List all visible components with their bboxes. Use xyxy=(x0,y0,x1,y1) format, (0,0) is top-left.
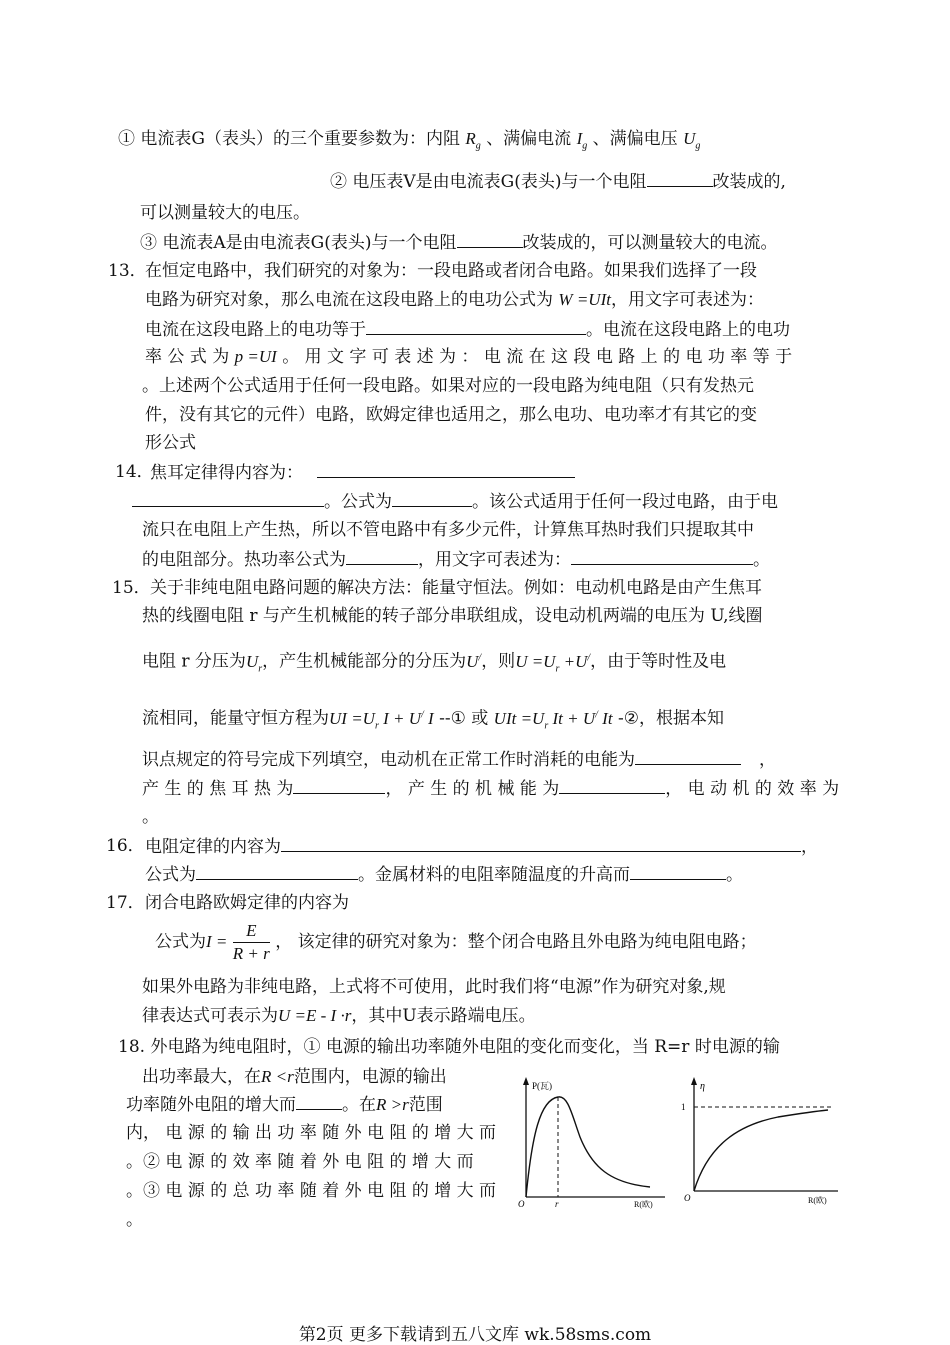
question-number: 15． xyxy=(112,578,151,598)
blank[interactable] xyxy=(346,548,418,565)
page-footer: 第2页 更多下载请到五八文库 wk.58sms.com xyxy=(298,1325,652,1345)
line-ammeter xyxy=(140,231,778,254)
question-number: 13． xyxy=(108,261,147,281)
math-energy-eq1: UI $=U_r$ I + U/ I xyxy=(329,708,434,732)
q15-line5: 识点规定的符号完成下列填空，电动机在正常工作时消耗的电能为 ， xyxy=(142,750,776,770)
q15-line1: 关于非纯电阻电路问题的解决方法：能量守恒法。例如：电动机电路是由产生焦耳 xyxy=(150,578,762,598)
math-U-sum: $U =U_r +U^/$ xyxy=(515,651,591,675)
r-label: r xyxy=(555,1199,559,1209)
math-Ug: $U_g$ xyxy=(683,129,701,152)
question-number: 16． xyxy=(106,836,145,856)
text: 、满偏电流 xyxy=(486,129,572,149)
blank[interactable] xyxy=(559,777,665,794)
q13-line3: 电流在这段电路上的电功等于 。电流在这段电路上的电功 xyxy=(145,320,790,340)
origin-label: O xyxy=(518,1199,525,1209)
efficiency-graph xyxy=(678,1075,843,1210)
one-label: 1 xyxy=(681,1102,686,1112)
blank[interactable] xyxy=(571,548,753,565)
output-power-graph xyxy=(510,1075,670,1210)
blank[interactable] xyxy=(132,490,324,507)
math-R-lt-r: R <r xyxy=(261,1067,294,1086)
q17-line2: 公式为I = $\frac{E}{R + r}$ ， 该定律的研究对象为：整个闭合电路且外电路为纯电阻电路； xyxy=(155,921,757,963)
blank[interactable] xyxy=(281,835,801,852)
math-Ur: $U_r$ xyxy=(245,651,263,675)
text: ③ 电流表A是由电流表G(表头)与一个电阻 xyxy=(140,233,457,253)
q14-line1: 焦耳定律得内容为： xyxy=(150,461,575,484)
q17-line1: 闭合电路欧姆定律的内容为 xyxy=(145,893,349,913)
blank[interactable] xyxy=(635,748,741,765)
q18-line1: 18. 外电路为纯电阻时，① 电源的输出功率随外电阻的变化而变化，当 R=r 时电源的输 xyxy=(118,1037,780,1057)
q18-line5: 。② 电 源 的 效 率 随 着 外 电 阻 的 增 大 而 xyxy=(126,1152,474,1172)
q17-line3: 如果外电路为非纯电路，上式将不可使用，此时我们将“电源”作为研究对象,规 xyxy=(142,977,726,997)
math-I: I = xyxy=(206,932,228,951)
blank[interactable] xyxy=(293,777,385,794)
efficiency-curve xyxy=(694,1110,828,1191)
x-label: R(欧) xyxy=(808,1196,827,1205)
origin-label: O xyxy=(684,1193,691,1203)
q18-line6: 。③ 电 源 的 总 功 率 随 着 外 电 阻 的 增 大 而 xyxy=(126,1181,497,1201)
q13-line2: 电路为研究对象，那么电流在这段电路上的电功公式为 W =UIt，用文字可表述为： xyxy=(145,290,764,310)
text: 改装成的, xyxy=(712,172,786,192)
y-label: P(瓦) xyxy=(532,1081,552,1091)
x-label: R(欧) xyxy=(634,1200,653,1209)
question-number: 14． xyxy=(115,462,154,482)
q15-line4: 流相同，能量守恒方程为UI $=U_r$ I + U/ I --① 或 UIt $=U_r$ It + U/ It -②，根据本知 xyxy=(142,708,724,732)
q13-line6: 件，没有其它的元件）电路，欧姆定律也适用之，那么电功、电功率才有其它的变 xyxy=(145,405,757,425)
math-energy-eq2: UIt $=U_r$ It + U/ It xyxy=(493,708,613,732)
line-voltmeter xyxy=(330,170,786,193)
q18-line2: 出功率最大，在R <r范围内，电源的输出 xyxy=(142,1067,447,1087)
text: ② 电压表V是由电流表G(表头)与一个电阻 xyxy=(330,172,647,192)
q13-line1: 在恒定电路中，我们研究的对象为：一段电路或者闭合电路。如果我们选择了一段 xyxy=(145,261,757,281)
math-Uprime: U/ xyxy=(466,651,482,671)
blank[interactable] xyxy=(296,1093,342,1110)
q13-line7: 形公式 xyxy=(145,433,196,453)
q15-line2: 热的线圈电阻 r 与产生机械能的转子部分串联组成，设电动机两端的电压为 U,线圈 xyxy=(142,606,763,626)
math-Rg: $R_g$ xyxy=(465,129,481,152)
line-meter-params xyxy=(118,128,700,157)
q17-line4: 律表达式可表示为U =E - I ·r，其中U表示路端电压。 xyxy=(142,1006,536,1026)
q16-line1: 电阻定律的内容为 ， xyxy=(145,837,818,857)
q16-line2: 公式为 。金属材料的电阻率随温度的升高而 。 xyxy=(145,865,743,885)
y-axis-arrow xyxy=(691,1077,697,1085)
q13-line4: 率 公 式 为 p =UI 。 用 文 字 可 表 述 为 ： 电 流 在 这 段 电 路 上 的 电 功 率 等 于 xyxy=(145,347,793,367)
power-curve xyxy=(526,1097,650,1197)
y-label: η xyxy=(700,1081,705,1092)
q18-line3: 功率随外电阻的增大而 。在R >r范围 xyxy=(126,1095,443,1115)
blank[interactable] xyxy=(196,863,358,880)
blank[interactable] xyxy=(647,170,713,187)
text: 、满偏电压 xyxy=(592,129,678,149)
blank[interactable] xyxy=(392,490,472,507)
q13-line5: 。上述两个公式适用于任何一段电路。如果对应的一段电路为纯电阻（只有发热元 xyxy=(142,376,754,396)
blank[interactable] xyxy=(366,318,586,335)
blank[interactable] xyxy=(630,863,726,880)
blank[interactable] xyxy=(317,461,575,478)
text: ① 电流表G（表头）的三个重要参数为：内阻 xyxy=(118,129,460,149)
text: 改装成的，可以测量较大的电流。 xyxy=(522,233,778,253)
question-number: 17． xyxy=(106,893,145,913)
q15-line6: 产 生 的 焦 耳 热 为 ， 产 生 的 机 械 能 为 ， 电 动 机 的 效 率 为 xyxy=(142,779,840,799)
q15-line7: 。 xyxy=(142,807,159,827)
q18-line7: 。 xyxy=(126,1210,143,1230)
math-p: p =UI xyxy=(234,347,277,366)
line-voltmeter-cont: 可以测量较大的电压。 xyxy=(140,203,310,223)
q14-line4: 的电阻部分。热功率公式为 ，用文字可表述为： 。 xyxy=(142,550,770,570)
blank[interactable] xyxy=(457,231,523,248)
math-R-gt-r: R >r xyxy=(376,1095,409,1114)
q15-line3: 电阻 r 分压为$U_r$，产生机械能部分的分压为U/，则$U =U_r +U^/$，由于等时性及电 xyxy=(142,651,727,675)
math-Ig: $I_g$ xyxy=(576,129,588,152)
q14-line3: 流只在电阻上产生热，所以不管电路中有多少元件，计算焦耳热时我们只提取其中 xyxy=(142,520,754,540)
math-U-EIr: U =E - I ·r xyxy=(278,1006,352,1025)
q18-line4: 内， 电 源 的 输 出 功 率 随 外 电 阻 的 增 大 而 xyxy=(126,1123,497,1143)
q14-line2: 。公式为 。该公式适用于任何一段过电路，由于电 xyxy=(132,490,778,513)
math-fraction: $\frac{E}{R + r}$ xyxy=(232,921,270,963)
y-axis-arrow xyxy=(523,1077,529,1085)
math-W: W =UIt xyxy=(558,290,611,309)
